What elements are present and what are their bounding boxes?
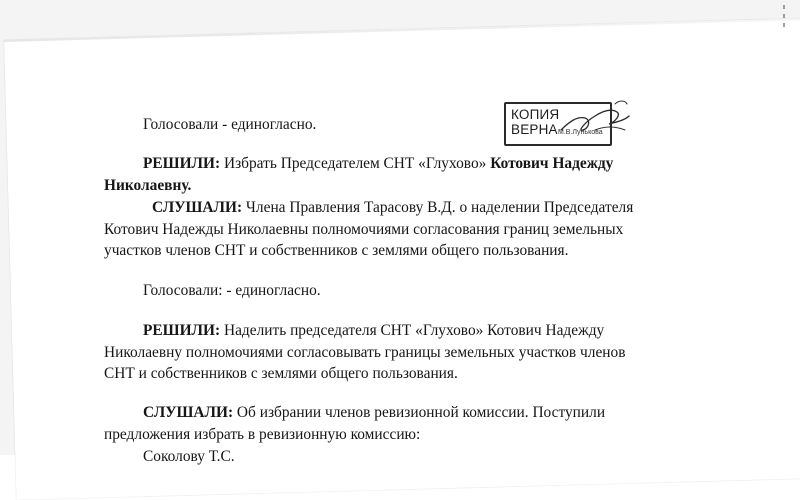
heard-label: СЛУШАЛИ: <box>152 199 243 216</box>
heard-label: СЛУШАЛИ: <box>143 404 234 421</box>
heard-2-line-3: Соколову Т.С. <box>143 448 235 465</box>
heard-2-line-1: СЛУШАЛИ: Об избрании членов ревизионной комиссии. Поступили <box>143 404 606 421</box>
handwritten-signature <box>555 96 635 146</box>
decision-1-line-2: Николаевну. <box>104 177 192 194</box>
heard-1-line-1: СЛУШАЛИ: Члена Правления Тарасову В.Д. о наделении Председателя <box>152 199 634 216</box>
decision-label: РЕШИЛИ: <box>143 155 221 172</box>
heard-1-line-2: Котович Надежды Николаевны полномочиями согласования границ земельных <box>104 221 624 238</box>
stamp-name: М.В.Лунькова <box>558 129 603 136</box>
decision-label: РЕШИЛИ: <box>143 322 221 339</box>
decision-2-line-2: Николаевну полномочиями согласовывать границы земельных участков членов <box>104 344 626 361</box>
stamp-title: КОПИЯ ВЕРНА <box>511 107 560 137</box>
decision-1-line-1: РЕШИЛИ: Избрать Председателем СНТ «Глухово» Котович Надежду <box>143 155 614 172</box>
voting-result-1: Голосовали - единогласно. <box>143 116 317 133</box>
decision-2-line-1: РЕШИЛИ: Наделить председателя СНТ «Глухово» Котович Надежду <box>143 322 605 339</box>
decision-2-line-3: СНТ и собственников с землями общего пользования. <box>104 365 458 382</box>
voting-result-2: Голосовали: - единогласно. <box>143 282 321 299</box>
heard-1-line-3: участков членов СНТ и собственников с землями общего пользования. <box>104 242 569 259</box>
heard-2-line-2: предложения избрать в ревизионную комиссию: <box>104 426 421 443</box>
